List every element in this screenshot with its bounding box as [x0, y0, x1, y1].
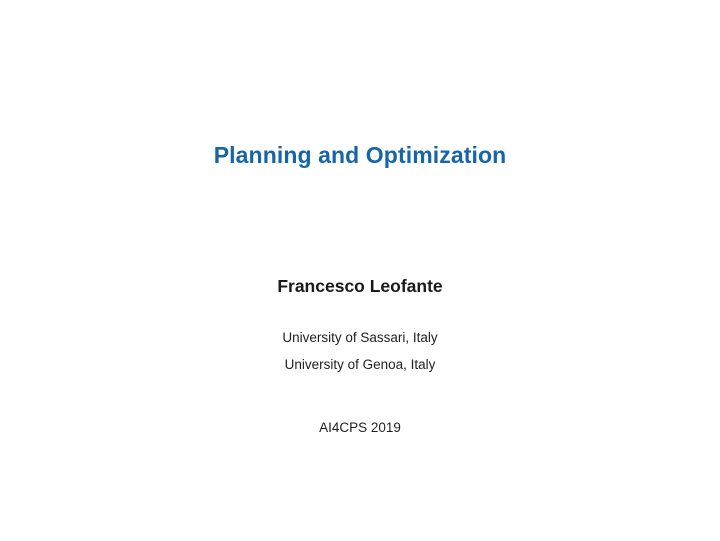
- event-name: AI4CPS 2019: [319, 420, 401, 435]
- author-name: Francesco Leofante: [277, 276, 443, 296]
- affiliation-2: University of Genoa, Italy: [284, 357, 436, 372]
- presentation-title: Planning and Optimization: [213, 142, 507, 168]
- affiliation-1: University of Sassari, Italy: [282, 330, 438, 345]
